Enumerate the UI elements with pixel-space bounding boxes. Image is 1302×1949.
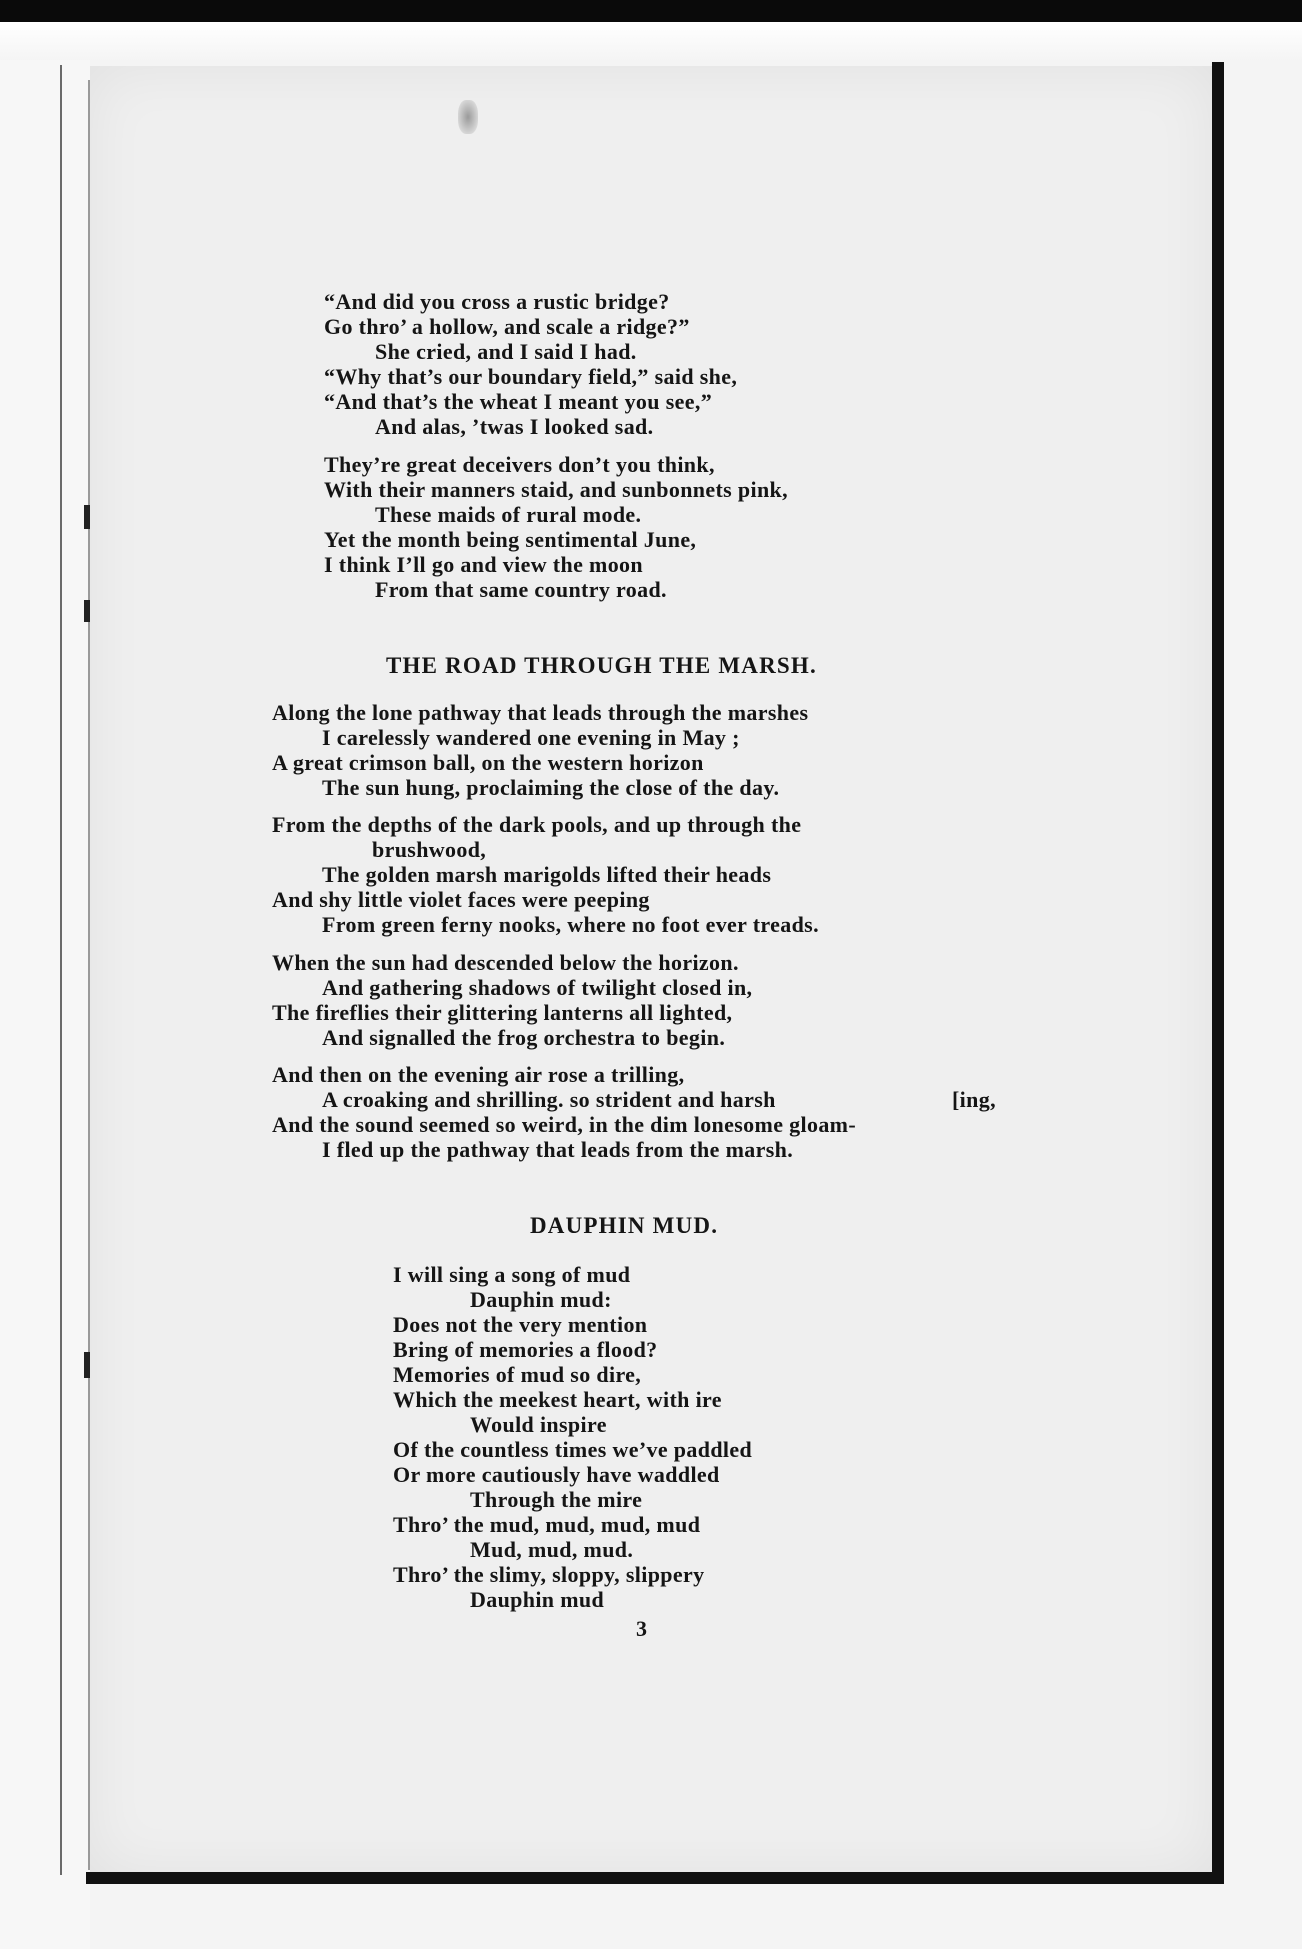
poem-line: Through the mire: [470, 1487, 643, 1512]
poem-line: Dauphin mud:: [470, 1287, 612, 1312]
poem-line: From the depths of the dark pools, and up through the: [272, 812, 802, 837]
poem-line: Which the meekest heart, with ire: [393, 1387, 722, 1412]
poem-line: And signalled the frog orchestra to begin.: [322, 1025, 726, 1050]
poem-line: I think I’ll go and view the moon: [324, 552, 643, 577]
poem-title: THE ROAD THROUGH THE MARSH.: [386, 653, 817, 678]
poem-line: A croaking and shrilling. so strident and harsh: [322, 1087, 776, 1112]
page-number: 3: [636, 1616, 647, 1641]
poem-line: “And did you cross a rustic bridge?: [324, 289, 670, 314]
poem-line: Of the countless times we’ve paddled: [393, 1437, 753, 1462]
poem-line: With their manners staid, and sunbonnets pink,: [324, 477, 788, 502]
poem-line: She cried, and I said I had.: [375, 339, 637, 364]
poem-line: When the sun had descended below the horizon.: [272, 950, 739, 975]
poem-line: And gathering shadows of twilight closed in,: [322, 975, 753, 1000]
poem-line: From green ferny nooks, where no foot ever treads.: [322, 912, 819, 937]
poem-line: Mud, mud, mud.: [470, 1537, 634, 1562]
poem-title: DAUPHIN MUD.: [530, 1213, 719, 1238]
poem-line: Bring of memories a flood?: [393, 1337, 658, 1362]
poem-line: Does not the very mention: [393, 1312, 648, 1337]
poem-line: The sun hung, proclaiming the close of the day.: [322, 775, 780, 800]
poem-line: And alas, ’twas I looked sad.: [375, 414, 654, 439]
poem-line: “Why that’s our boundary field,” said she,: [324, 364, 738, 389]
poem-line: Thro’ the slimy, sloppy, slippery: [393, 1562, 705, 1587]
poem-line: Or more cautiously have waddled: [393, 1462, 720, 1487]
poem-line: I will sing a song of mud: [393, 1262, 631, 1287]
poem-line: I fled up the pathway that leads from the marsh.: [322, 1137, 794, 1162]
poem-line: Dauphin mud: [470, 1587, 605, 1612]
poem-line: These maids of rural mode.: [375, 502, 642, 527]
poem-line: Thro’ the mud, mud, mud, mud: [393, 1512, 701, 1537]
poem-line: Memories of mud so dire,: [393, 1362, 642, 1387]
poem-line: A great crimson ball, on the western horizon: [272, 750, 704, 775]
poem-line: I carelessly wandered one evening in May ;: [322, 725, 740, 750]
poem-line: “And that’s the wheat I meant you see,”: [324, 389, 713, 414]
poem-line: brushwood,: [372, 837, 487, 862]
poem-line: The fireflies their glittering lanterns all lighted,: [272, 1000, 733, 1025]
poem-line: And then on the evening air rose a trilling,: [272, 1062, 685, 1087]
poem-line: From that same country road.: [375, 577, 667, 602]
poem-line: The golden marsh marigolds lifted their heads: [322, 862, 772, 887]
poem-line: They’re great deceivers don’t you think,: [324, 452, 715, 477]
poem-line: Yet the month being sentimental June,: [324, 527, 697, 552]
poem-line: And shy little violet faces were peeping: [272, 887, 650, 912]
poem-line: And the sound seemed so weird, in the dim lonesome gloam-: [272, 1112, 857, 1137]
poem-line: Along the lone pathway that leads through the marshes: [272, 700, 809, 725]
poem-line-overflow: [ing,: [952, 1087, 996, 1112]
poem-line: Go thro’ a hollow, and scale a ridge?”: [324, 314, 690, 339]
poem-line: Would inspire: [470, 1412, 607, 1437]
